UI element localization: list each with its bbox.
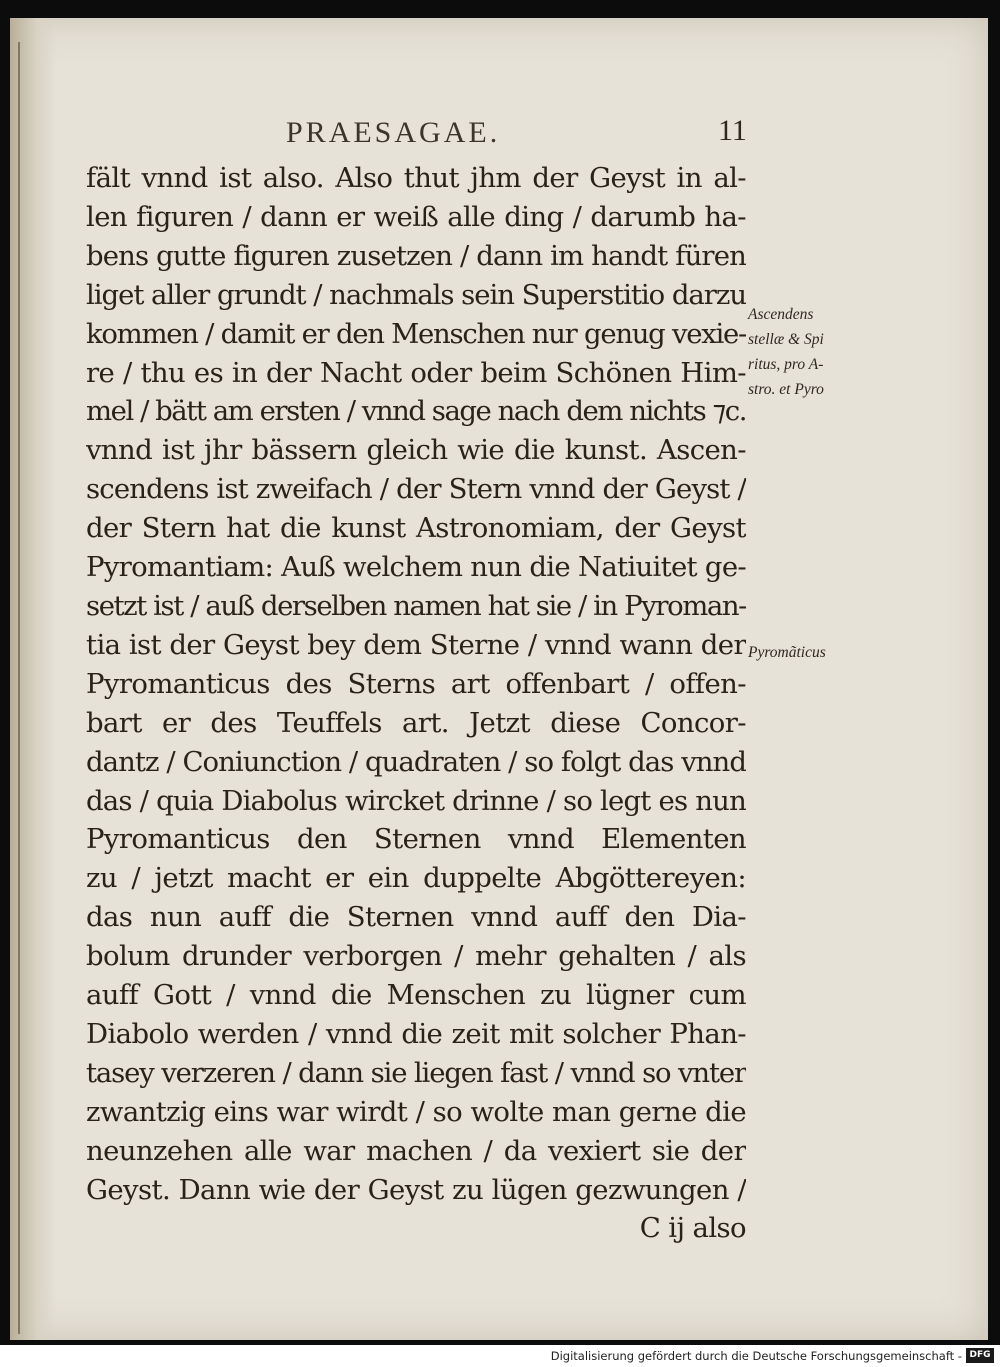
text-line: tia ist der Geyst bey dem Sterne / vnnd wann der <box>86 628 746 661</box>
text-line: len figuren / dann er weiß alle ding / darumb ha- <box>86 200 746 233</box>
text-line: der Stern hat die kunst Astronomiam, der Geyst <box>86 512 746 545</box>
running-header: PRAESAGAE. <box>286 116 501 149</box>
margin-note-line: stellæ & Spi <box>748 331 824 348</box>
text-line: scendens ist zweifach / der Stern vnnd der Geyst / <box>86 473 746 506</box>
text-line: vnnd ist jhr bässern gleich wie die kunst. Ascen- <box>86 434 746 467</box>
signature-line: C ij also <box>639 1212 746 1245</box>
text-line: Pyromanticus des Sterns art offenbart / offen- <box>86 667 746 700</box>
margin-note-line: stro. et Pyro <box>748 381 824 398</box>
text-line: bart er des Teuffels art. Jetzt diese Concor- <box>86 706 746 739</box>
text-line: bens gutte figuren zusetzen / dann im handt füren <box>86 239 746 272</box>
text-line: das nun auff die Sternen vnnd auff den Dia- <box>86 901 746 934</box>
page-number: 11 <box>718 114 747 147</box>
text-line: liget aller grundt / nachmals sein Superstitio darzu <box>86 278 746 311</box>
margin-note-ascendens <box>748 302 824 402</box>
text-line: Pyromantiam: Auß welchem nun die Natiuitet ge- <box>86 551 746 584</box>
text-line: fält vnnd ist also. Also thut jhm der Geyst in al- <box>86 162 746 194</box>
dfg-logo: DFG <box>966 1348 994 1363</box>
text-line: kommen / damit er den Menschen nur genug vexie- <box>86 317 746 350</box>
text-line: re / thu es in der Nacht oder beim Schönen Him- <box>86 356 746 389</box>
text-line: zwantzig eins war wirdt / so wolte man gerne die <box>86 1095 746 1128</box>
text-line: Pyromanticus den Sternen vnnd Elementen <box>86 823 746 856</box>
text-line: dantz / Coniunction / quadraten / so folgt das vnnd <box>86 745 746 778</box>
text-line: Geyst. Dann wie der Geyst zu lügen gezwungen / <box>86 1173 746 1206</box>
text-line: Diabolo werden / vnnd die zeit mit solcher Phan- <box>86 1017 746 1050</box>
text-line: zu / jetzt macht er ein duppelte Abgöttereyen: <box>86 862 746 895</box>
margin-note-pyromanticus: Pyromãticus <box>748 644 826 661</box>
text-line: das / quia Diabolus wircket drinne / so legt es nun <box>86 784 746 817</box>
footer-bar <box>0 1345 1000 1367</box>
text-line: auff Gott / vnnd die Menschen zu lügner cum <box>86 979 746 1012</box>
text-line: bolum drunder verborgen / mehr gehalten / als <box>86 940 746 973</box>
margin-note-line: ritus, pro A- <box>748 356 824 373</box>
text-line: tasey verzeren / dann sie liegen fast / vnnd so vnter <box>86 1056 746 1089</box>
text-line: mel / bätt am ersten / vnnd sage nach dem nichts ⁊c. <box>86 395 746 428</box>
text-line: neunzehen alle war machen / da vexiert sie der <box>86 1134 746 1167</box>
footer-credit: Digitalisierung gefördert durch die Deutsche Forschungsgemeinschaft - <box>550 1349 962 1363</box>
text-line: setzt ist / auß derselben namen hat sie / in Pyroman- <box>86 589 746 622</box>
margin-note-line: Ascendens <box>748 306 814 323</box>
body-text <box>86 159 746 1248</box>
